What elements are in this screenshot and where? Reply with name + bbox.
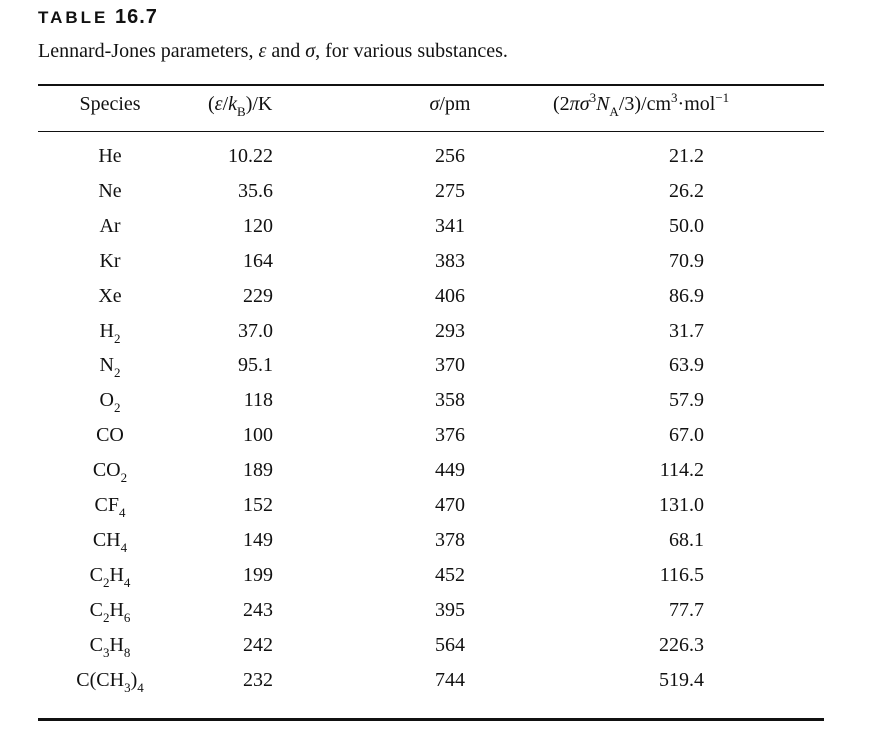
top-rule — [38, 84, 824, 86]
species-text: H — [109, 563, 124, 586]
header-eps-k-sub: B — [237, 104, 246, 119]
cell-volume: 226.3 — [659, 633, 704, 656]
table-row — [0, 599, 884, 631]
caption-prefix: Lennard-Jones parameters, — [38, 40, 259, 62]
cell-volume: 63.9 — [669, 354, 704, 377]
cell-epsilon: 118 — [243, 389, 273, 412]
cell-sigma: 395 — [435, 598, 465, 621]
table-row — [0, 564, 884, 596]
species-text: N — [99, 354, 114, 377]
table-row — [0, 389, 884, 421]
header-eps-open: ( — [208, 93, 215, 115]
header-eps-slash: / — [222, 93, 229, 115]
cell-sigma: 378 — [435, 528, 465, 551]
cell-sigma: 376 — [435, 424, 465, 447]
cell-epsilon: 37.0 — [238, 319, 273, 342]
species-subscript: 4 — [137, 679, 144, 695]
cell-epsilon: 189 — [243, 459, 273, 482]
cell-sigma: 293 — [435, 319, 465, 342]
cell-volume: 21.2 — [669, 145, 704, 167]
cell-volume: 86.9 — [669, 284, 704, 307]
cell-species — [55, 598, 165, 625]
species-text: CO — [92, 459, 121, 482]
table-row — [0, 320, 884, 352]
table-row — [0, 250, 884, 282]
header-eps-symbol: ε — [214, 93, 223, 115]
header-vol-open: (2 — [553, 93, 570, 115]
cell-volume: 67.0 — [669, 424, 704, 447]
table-caption — [38, 40, 508, 63]
caption-epsilon: ε — [258, 40, 267, 62]
cell-species — [55, 633, 165, 660]
cell-species — [55, 215, 165, 238]
table-label — [38, 6, 158, 29]
species-text: C — [89, 563, 103, 586]
cell-epsilon: 152 — [243, 494, 273, 516]
caption-and: and — [266, 40, 306, 62]
species-subscript: 4 — [118, 505, 126, 520]
table-row — [0, 459, 884, 491]
species-subscript: 3 — [124, 679, 131, 695]
table-row — [0, 285, 884, 317]
cell-epsilon: 95.1 — [238, 354, 273, 377]
caption-suffix: , for various substances. — [315, 40, 508, 62]
species-text: C(CH — [76, 668, 125, 691]
cell-epsilon: 229 — [243, 284, 273, 307]
species-text: CH — [92, 528, 121, 551]
species-subscript: 6 — [123, 609, 131, 625]
cell-sigma: 449 — [435, 459, 465, 482]
header-vol-mol: ·mol — [677, 93, 716, 115]
species-text: Ar — [99, 214, 121, 237]
species-text: O — [99, 389, 114, 412]
cell-species — [55, 354, 165, 381]
header-vol-n-sub: A — [609, 104, 619, 119]
cell-volume: 77.7 — [669, 598, 704, 621]
cell-epsilon: 35.6 — [238, 179, 273, 202]
species-subscript: 4 — [120, 539, 128, 555]
species-text: ) — [130, 668, 138, 691]
species-subscript: 4 — [123, 574, 131, 590]
cell-epsilon: 149 — [243, 528, 273, 551]
species-subscript: 2 — [113, 400, 121, 416]
header-vol-cm-sup: 3 — [671, 90, 678, 105]
header-sigma-symbol: σ — [429, 93, 440, 115]
header-vol-mol-sup: −1 — [715, 90, 730, 105]
species-text: C — [89, 633, 103, 656]
table-row — [0, 669, 884, 701]
header-volume — [553, 90, 730, 119]
cell-species — [55, 389, 165, 416]
header-sigma-unit: /pm — [439, 93, 471, 115]
cell-sigma: 341 — [435, 214, 465, 237]
header-species: Species — [79, 93, 141, 115]
caption-sigma: σ — [305, 40, 316, 62]
species-subscript: 2 — [120, 470, 128, 486]
header-rule — [38, 131, 824, 132]
header-sigma — [400, 93, 500, 116]
cell-sigma: 470 — [435, 494, 465, 516]
cell-volume: 50.0 — [669, 214, 704, 237]
table-row — [0, 424, 884, 456]
header-vol-pi: π — [569, 93, 580, 115]
table-label-word: TABLE — [38, 8, 109, 27]
cell-sigma: 452 — [435, 563, 465, 586]
species-text: Ne — [98, 179, 122, 202]
table-row — [0, 180, 884, 212]
species-text: He — [98, 145, 122, 167]
cell-volume: 68.1 — [669, 528, 704, 551]
cell-species — [55, 145, 165, 168]
species-subscript: 8 — [123, 644, 131, 660]
table-row — [0, 145, 884, 177]
bottom-rule — [38, 718, 824, 721]
table-header-row — [0, 90, 884, 123]
species-text: C — [89, 598, 103, 621]
species-text: CF — [94, 494, 119, 516]
cell-species — [55, 250, 165, 273]
cell-species — [55, 668, 165, 695]
species-text: Kr — [99, 249, 121, 272]
cell-epsilon: 242 — [243, 633, 273, 656]
cell-volume: 31.7 — [669, 319, 704, 342]
species-text: CO — [96, 424, 124, 447]
header-eps-close: )/K — [245, 93, 273, 115]
cell-epsilon: 164 — [243, 249, 273, 272]
cell-epsilon: 10.22 — [228, 145, 273, 167]
table-row — [0, 494, 884, 526]
cell-volume: 116.5 — [659, 563, 704, 586]
species-text: H — [109, 633, 124, 656]
cell-volume: 70.9 — [669, 249, 704, 272]
species-subscript: 3 — [102, 644, 110, 660]
table-row — [0, 529, 884, 561]
table-row — [0, 215, 884, 247]
header-vol-n: N — [596, 93, 610, 115]
cell-sigma: 744 — [435, 668, 465, 691]
header-eps-k: k — [228, 93, 238, 115]
species-subscript: 2 — [113, 365, 121, 381]
cell-species — [55, 459, 165, 486]
cell-epsilon: 100 — [243, 424, 273, 447]
cell-species — [55, 424, 165, 447]
cell-volume: 57.9 — [669, 389, 704, 412]
species-subscript: 2 — [102, 609, 110, 625]
cell-epsilon: 232 — [243, 668, 273, 691]
cell-sigma: 370 — [435, 354, 465, 377]
cell-sigma: 275 — [435, 179, 465, 202]
header-vol-sup3: 3 — [589, 90, 597, 105]
header-vol-sigma: σ — [579, 93, 590, 115]
cell-epsilon: 243 — [243, 598, 273, 621]
cell-sigma: 256 — [435, 145, 465, 167]
table-number: 16.7 — [114, 6, 158, 28]
cell-species — [55, 563, 165, 590]
cell-volume: 131.0 — [659, 494, 704, 516]
cell-species — [55, 319, 165, 346]
cell-sigma: 383 — [435, 249, 465, 272]
header-epsilon — [208, 93, 273, 119]
species-text: Xe — [98, 284, 122, 307]
cell-volume: 519.4 — [659, 668, 704, 691]
cell-species — [55, 494, 165, 520]
header-vol-mid: /3)/cm — [618, 93, 672, 115]
cell-epsilon: 120 — [243, 214, 273, 237]
cell-species — [55, 285, 165, 308]
cell-sigma: 564 — [435, 633, 465, 656]
species-text: H — [99, 319, 114, 342]
species-subscript: 2 — [102, 574, 110, 590]
cell-species — [55, 528, 165, 555]
cell-volume: 114.2 — [659, 459, 704, 482]
cell-sigma: 358 — [435, 389, 465, 412]
cell-sigma: 406 — [435, 284, 465, 307]
species-subscript: 2 — [113, 330, 121, 346]
cell-volume: 26.2 — [669, 179, 704, 202]
table-row — [0, 634, 884, 666]
species-text: H — [109, 598, 124, 621]
cell-species — [55, 180, 165, 203]
cell-epsilon: 199 — [243, 563, 273, 586]
table-row — [0, 354, 884, 386]
